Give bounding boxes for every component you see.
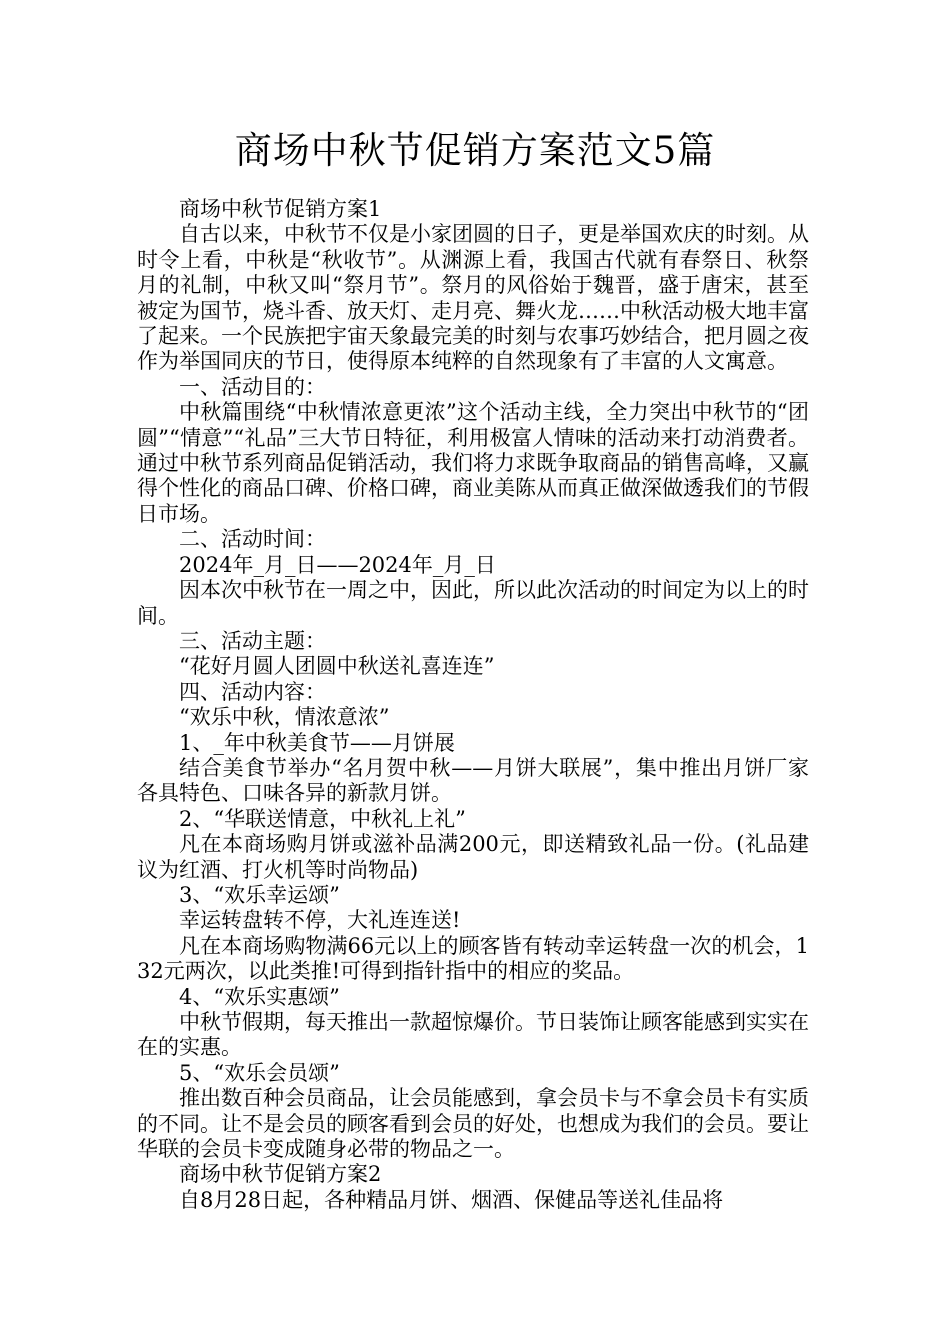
- paragraph: 因本次中秋节在一周之中，因此，所以此次活动的时间定为以上的时间。: [137, 578, 809, 628]
- paragraph: 1、_年中秋美食节——月饼展: [179, 730, 455, 755]
- paragraph: 3、“欢乐幸运颂”: [179, 882, 340, 907]
- paragraph: 二、活动时间：: [179, 527, 326, 552]
- paragraph: 中秋篇围绕“中秋情浓意更浓”这个活动主线，全力突出中秋节的“团圆”“情意”“礼品”三大节日特征，利用极富人情味的活动来打动消费者。通过中秋节系列商品促销活动，我们将力求既争取商品的销售高峰，又赢得个性化的商品口碑、价格口碑，商业美陈从而真正做深做透我们的节假日市场。: [137, 400, 809, 526]
- paragraph: 2、“华联送情意，中秋礼上礼”: [179, 806, 466, 831]
- paragraph: “欢乐中秋，情浓意浓”: [179, 705, 390, 730]
- paragraph: 商场中秋节促销方案1: [179, 197, 382, 221]
- paragraph: 凡在本商场购月饼或滋补品满200元，即送精致礼品一份。(礼品建议为红酒、打火机等时尚物品): [137, 832, 809, 882]
- paragraph: 四、活动内容：: [179, 679, 326, 704]
- paragraph: 自古以来，中秋节不仅是小家团圆的日子，更是举国欢庆的时刻。从时令上看，中秋是“秋收节”。从渊源上看，我国古代就有春祭日、秋祭月的礼制，中秋又叫“祭月节”。祭月的风俗始于魏晋，盛于唐宋，甚至被定为国节，烧斗香、放天灯、走月亮、舞火龙……中秋活动极大地丰富了起来。一个民族把宇宙天象最完美的时刻与农事巧妙结合，把月圆之夜作为举国同庆的节日，使得原本纯粹的自然现象有了丰富的人文寓意。: [137, 222, 809, 374]
- paragraph: 5、“欢乐会员颂”: [179, 1060, 340, 1085]
- paragraph: 2024年_月_日——2024年_月_日: [179, 552, 496, 577]
- paragraph: 自8月28日起，各种精品月饼、烟酒、保健品等送礼佳品将: [179, 1187, 724, 1212]
- paragraph: 幸运转盘转不停，大礼连连送!: [179, 908, 461, 933]
- paragraph: 一、活动目的：: [179, 374, 326, 399]
- paragraph: 结合美食节举办“名月贺中秋——月饼大联展”，集中推出月饼厂家各具特色、口味各异的新款月饼。: [137, 755, 809, 806]
- paragraph: 中秋节假期，每天推出一款超惊爆价。节日装饰让顾客能感到实实在在的实惠。: [137, 1010, 809, 1060]
- paragraph: 推出数百种会员商品，让会员能感到，拿会员卡与不拿会员卡有实质的不同。让不是会员的顾客看到会员的好处，也想成为我们的会员。要让华联的会员卡变成随身必带的物品之一。: [137, 1086, 809, 1162]
- paragraph: 三、活动主题：: [179, 628, 326, 653]
- paragraph: 凡在本商场购物满66元以上的顾客皆有转动幸运转盘一次的机会，132元两次，以此类推!可得到指针指中的相应的奖品。: [137, 933, 809, 984]
- document-title: 商场中秋节促销方案范文5篇: [234, 129, 716, 172]
- paragraph: 4、“欢乐实惠颂”: [179, 984, 340, 1009]
- document-body: [137, 197, 809, 1213]
- paragraph: “花好月圆人团圆中秋送礼喜连连”: [179, 654, 495, 679]
- paragraph: 商场中秋节促销方案2: [179, 1162, 382, 1187]
